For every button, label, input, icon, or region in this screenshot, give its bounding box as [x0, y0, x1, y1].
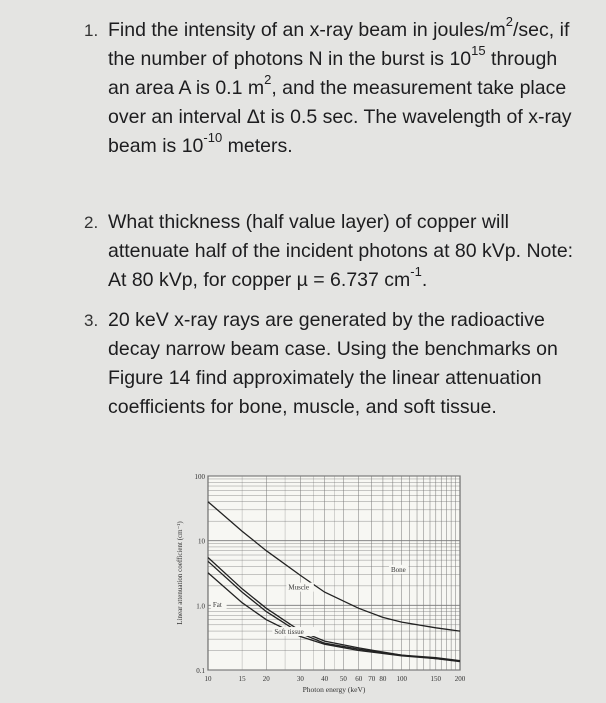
x-tick-label: 40 — [321, 675, 329, 683]
question-number: 1. — [84, 21, 99, 40]
x-axis-title: Photon energy (keV) — [302, 685, 366, 694]
question-text: Find the intensity of an x-ray beam in joules/$m^2/\sec$, if the number of photons N in the burst is $10^{15}$ through an area A is 0.1 $m^2$, and the measurement take place over an interval Δt is 0.5 sec. The wavelength of x-ray beam is $10^{-10}$ meters. — [108, 13, 572, 157]
x-tick-label: 150 — [430, 675, 442, 683]
question-number: 2. — [84, 213, 99, 232]
question-3 — [84, 306, 584, 422]
y-tick-label: 100 — [194, 473, 205, 481]
question-1 — [84, 13, 584, 161]
series-label-soft-tissue: Soft tissue — [274, 628, 304, 637]
y-tick-label: 1.0 — [196, 602, 205, 611]
x-tick-label: 70 — [368, 675, 376, 683]
x-tick-label: 50 — [339, 675, 347, 683]
x-tick-label: 15 — [238, 675, 246, 683]
x-tick-label: 100 — [396, 675, 407, 683]
attenuation-chart-svg — [168, 466, 468, 698]
x-tick-label: 60 — [355, 675, 363, 683]
x-tick-label: 80 — [379, 675, 387, 683]
question-text: What thickness (half value layer) of copper will attenuate half of the incident photons at 80 kVp. Note: At 80 kVp, for copper µ = 6.737 $cm^{-1}$. — [108, 211, 574, 291]
x-tick-label: 200 — [454, 675, 466, 683]
y-tick-label: 0.1 — [196, 667, 205, 675]
series-label-muscle: Muscle — [288, 583, 309, 592]
series-label-fat: Fat — [212, 600, 222, 609]
question-2 — [84, 208, 584, 295]
x-tick-label: 10 — [204, 675, 212, 683]
series-label-bone: Bone — [390, 565, 406, 574]
question-text: 20 keV x-ray rays are generated by the radioactive decay narrow beam case. Using the benchmarks on Figure 14 find approximately the linear attenuation coefficients for bone, muscle, and soft tissue. — [108, 309, 558, 418]
x-tick-label: 20 — [262, 675, 270, 683]
question-number: 3. — [84, 311, 99, 330]
y-tick-label: 10 — [198, 537, 205, 546]
x-tick-label: 30 — [296, 675, 304, 683]
figure-14-chart — [168, 466, 468, 698]
y-axis-title: Linear attenuation coefficient (cm⁻¹) — [176, 521, 184, 625]
plot-area — [208, 476, 460, 670]
